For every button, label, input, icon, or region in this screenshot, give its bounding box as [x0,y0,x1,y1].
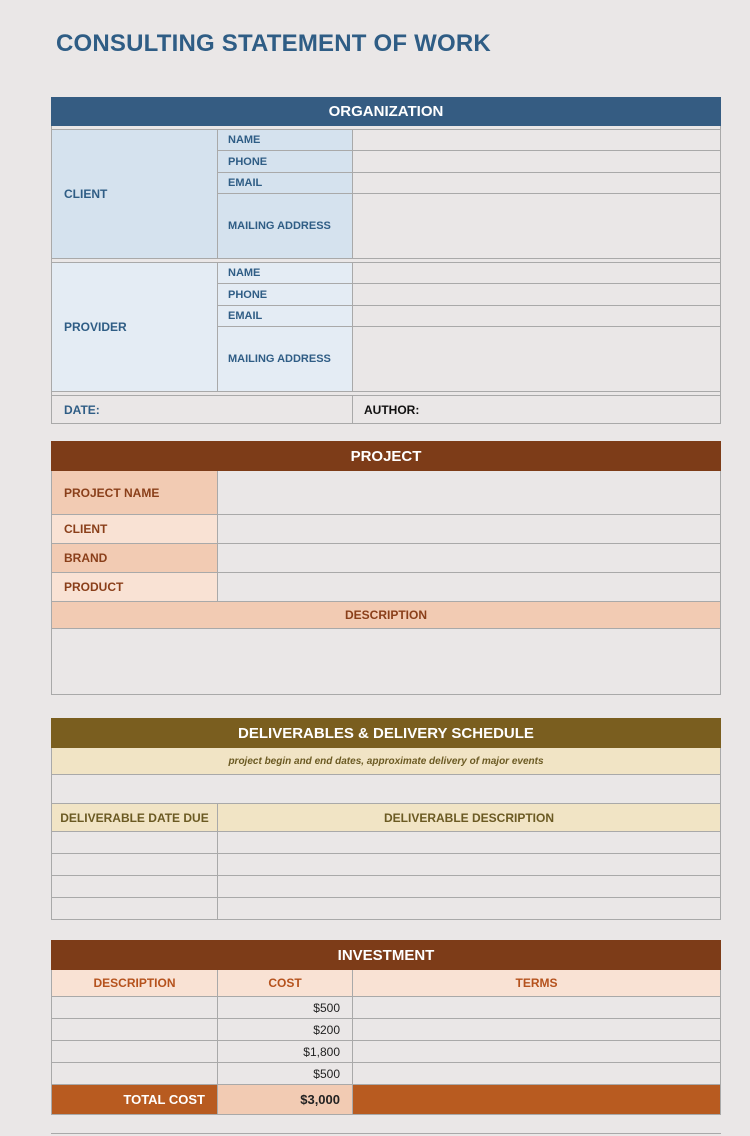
deliverables-schedule-field[interactable] [52,775,721,804]
provider-phone-field[interactable] [353,284,721,306]
deliverable-date-cell[interactable] [52,898,218,920]
investment-terms-cell[interactable] [353,1063,721,1085]
investment-cost-cell[interactable]: $500 [218,1063,353,1085]
deliverable-description-cell[interactable] [218,854,721,876]
total-cost-fill [353,1085,721,1115]
client-name-field[interactable] [353,130,721,151]
organization-table [51,97,721,424]
project-client-field[interactable] [218,515,721,544]
deliverables-table [51,718,721,920]
project-header: PROJECT [52,442,721,471]
investment-cost-cell[interactable]: $200 [218,1019,353,1041]
provider-mailing-address-label: MAILING ADDRESS [218,327,353,392]
deliverable-description-cell[interactable] [218,876,721,898]
investment-terms-header: TERMS [353,970,721,997]
total-cost-value: $3,000 [218,1085,353,1115]
deliverable-description-cell[interactable] [218,898,721,920]
investment-description-cell[interactable] [52,1063,218,1085]
client-label: CLIENT [52,130,218,259]
project-name-field[interactable] [218,471,721,515]
project-brand-label: BRAND [52,544,218,573]
divider [51,1133,721,1134]
date-label[interactable]: DATE: [52,396,353,424]
deliverable-date-cell[interactable] [52,854,218,876]
page-title: CONSULTING STATEMENT OF WORK [56,30,491,57]
investment-table [51,940,721,1115]
provider-mailing-address-field[interactable] [353,327,721,392]
client-mailing-address-label: MAILING ADDRESS [218,194,353,259]
deliverables-header: DELIVERABLES & DELIVERY SCHEDULE [52,719,721,748]
project-product-label: PRODUCT [52,573,218,602]
investment-header: INVESTMENT [52,941,721,970]
provider-email-field[interactable] [353,306,721,327]
investment-description-cell[interactable] [52,997,218,1019]
project-description-label: DESCRIPTION [52,602,721,629]
project-brand-field[interactable] [218,544,721,573]
investment-description-cell[interactable] [52,1041,218,1063]
project-table [51,441,721,695]
provider-name-field[interactable] [353,263,721,284]
investment-cost-cell[interactable]: $500 [218,997,353,1019]
client-email-label: EMAIL [218,173,353,194]
client-email-field[interactable] [353,173,721,194]
investment-terms-cell[interactable] [353,1019,721,1041]
project-product-field[interactable] [218,573,721,602]
investment-cost-header: COST [218,970,353,997]
provider-label: PROVIDER [52,263,218,392]
provider-email-label: EMAIL [218,306,353,327]
total-cost-label: TOTAL COST [52,1085,218,1115]
deliverable-description-cell[interactable] [218,832,721,854]
provider-name-label: NAME [218,263,353,284]
deliverable-date-due-header: DELIVERABLE DATE DUE [52,804,218,832]
investment-terms-cell[interactable] [353,1041,721,1063]
client-phone-label: PHONE [218,151,353,173]
client-name-label: NAME [218,130,353,151]
provider-phone-label: PHONE [218,284,353,306]
deliverable-date-cell[interactable] [52,876,218,898]
author-label[interactable]: AUTHOR: [353,396,721,424]
project-client-label: CLIENT [52,515,218,544]
investment-terms-cell[interactable] [353,997,721,1019]
organization-header: ORGANIZATION [52,98,721,126]
investment-description-header: DESCRIPTION [52,970,218,997]
project-description-field[interactable] [52,629,721,695]
deliverable-date-cell[interactable] [52,832,218,854]
deliverables-subtitle: project begin and end dates, approximate delivery of major events [52,748,721,775]
project-name-label: PROJECT NAME [52,471,218,515]
investment-description-cell[interactable] [52,1019,218,1041]
client-phone-field[interactable] [353,151,721,173]
deliverable-description-header: DELIVERABLE DESCRIPTION [218,804,721,832]
investment-cost-cell[interactable]: $1,800 [218,1041,353,1063]
client-mailing-address-field[interactable] [353,194,721,259]
